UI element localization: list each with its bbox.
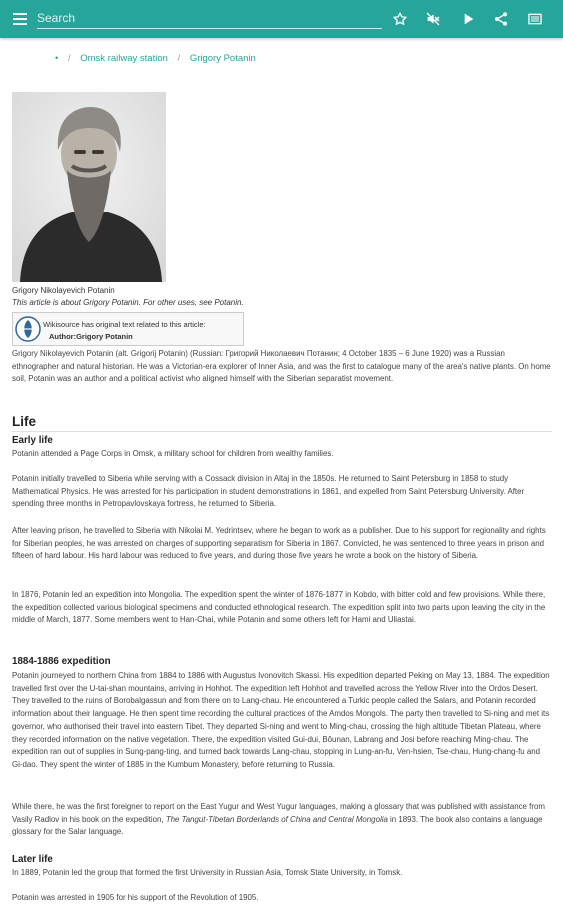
breadcrumb-item-omsk-station[interactable]: Omsk railway station: [80, 53, 168, 64]
app-toolbar: [0, 0, 563, 38]
share-icon[interactable]: [493, 11, 509, 27]
paragraph: In 1889, Potanin led the group that formed the first University in Russian Asia, Tomsk State University, in Tomsk.: [12, 868, 403, 877]
wikisource-box[interactable]: [12, 312, 244, 346]
image-caption: Grigory Nikolayevich Potanin: [12, 286, 115, 295]
paragraph: After leaving prison, he travelled to Siberia with Nikolai M. Yedrintsev, where he began to work as a publisher. Due to his support for regionality and rights for Siberian peoples, he was arrested on charges of supporting separatism for Siberia in 1867. Convicted, he was sentenced to three years in prison and fifteen of hard labour. His hard labour was reduced to five years, and during those five years he wrote a book on the history of Siberia.: [12, 526, 546, 561]
breadcrumb-home[interactable]: •: [55, 53, 59, 64]
book-title: The Tangut-Tibetan Borderlands of China and Central Mongolia: [165, 814, 388, 824]
paragraph: Potanin journeyed to northern China from 1884 to 1886 with Augustus Ivonovitch Skassi. His expedition departed Peking on May 13, 1884. The expedition travelled first over the U-tai-shan mountains, arriving in Hohhot. The expedition left Hohhot and travelled across the Yellow River into the Ordos Desert. They travelled to the ruins of Borobalgassun and from there on to Lang-chau. He encountered a Turkic people called the Salars, and Potanin recorded information about their language. He then spent time recording the cultural practices of the Amdos Mongols. The party then travelled to Si-ning and met its governor, who authorised their travel into eastern Tibet. They departed Si-ning and went to Ming-chau, crossing the high altitude Tibetan Plateau, where they recorded information on the native vegetation. There, the expedition visited Gui-dui, Bôunan, Labrang and Josi before reaching Ming-chau. The expedition ran out of supplies in Sung-pang-ting, and turned back towards Lang-chau, stopping in Lung-an-fu, Ven-hsien, Tse-chau, Hung-chang-fu and Gi-dao. They spent the winter of 1885 in the Kumbum Monastery, before returning to Russia.: [12, 671, 550, 769]
portrait-image[interactable]: [12, 92, 166, 282]
paragraph: In 1876, Potanin led an expedition into Mongolia. The expedition spent the winter of 1876-1877 in Kobdo, with bitter cold and few provisions. While there, the expedition collected various biological specimens and conducted ethnological research. The expedition split into two parts upon leaving the city in the middle of March, 1877. Some members went to Han-Chai, while Potanin and some others left for Hami and Uliastai.: [12, 590, 546, 625]
volume-off-icon[interactable]: [425, 11, 441, 27]
breadcrumb-separator: /: [177, 53, 181, 64]
hatnote: This article is about Grigory Potanin. For other uses, see Potanin.: [12, 298, 244, 307]
star-icon[interactable]: [392, 11, 408, 27]
paragraph: Potanin was arrested in 1905 for his support of the Revolution of 1905.: [12, 893, 259, 902]
breadcrumb: [55, 53, 256, 64]
wikisource-author-link[interactable]: Author:Grigory Potanin: [49, 332, 133, 341]
paragraph: While there, he was the first foreigner to report on the East Yugur and West Yugur languages, making a glossary that was published with assistance from Vasily Radlov in his book on the expedition, The Tangut-Tibetan Borderlands of China and Central Mongolia in 1893. The book also contains a language glossary for the Salar language.: [12, 802, 545, 837]
wikisource-text: Wikisource has original text related to this article:: [43, 320, 206, 329]
wikisource-logo-icon: [15, 316, 41, 342]
paragraph: Potanin attended a Page Corps in Omsk, a military school for children from wealthy families.: [12, 449, 334, 458]
view-list-icon[interactable]: [527, 11, 543, 27]
subsection-heading-later-life: Later life: [12, 854, 53, 865]
breadcrumb-item-potanin[interactable]: Grigory Potanin: [189, 53, 256, 64]
play-icon[interactable]: [460, 11, 476, 27]
section-heading-life: Life: [12, 414, 37, 429]
menu-icon[interactable]: [13, 13, 27, 25]
paragraph: Potanin initially travelled to Siberia while serving with a Cossack division in Altaj in the 1850s. He returned to Saint Petersburg in 1858 to study Mathematical Physics. He was arrested for his participation in student demonstrations in 1861, and expelled from Saint Petersburg University. After spending three months in Petropavlovskaya fortress, he returned to Siberia.: [12, 474, 525, 509]
intro-paragraph: Grigory Nikolayevich Potanin (alt. Grigorij Potanin) (Russian: Григорий Николаевич Потанин; 4 October 1835 – 6 June 1920) was a Russian ethnographer and natural historian. He was a Victorian-era explorer of Inner Asia, and was the first to catalogue many of the area's native plants. On home soil, Potanin was an author and a political activist who aligned himself with the Siberian separatist movement.: [12, 349, 551, 384]
search-input[interactable]: [37, 8, 382, 29]
section-divider: [12, 431, 552, 432]
breadcrumb-separator: /: [67, 53, 71, 64]
subsection-heading-early-life: Early life: [12, 435, 53, 446]
subsection-heading-expedition: 1884-1886 expedition: [12, 656, 111, 667]
